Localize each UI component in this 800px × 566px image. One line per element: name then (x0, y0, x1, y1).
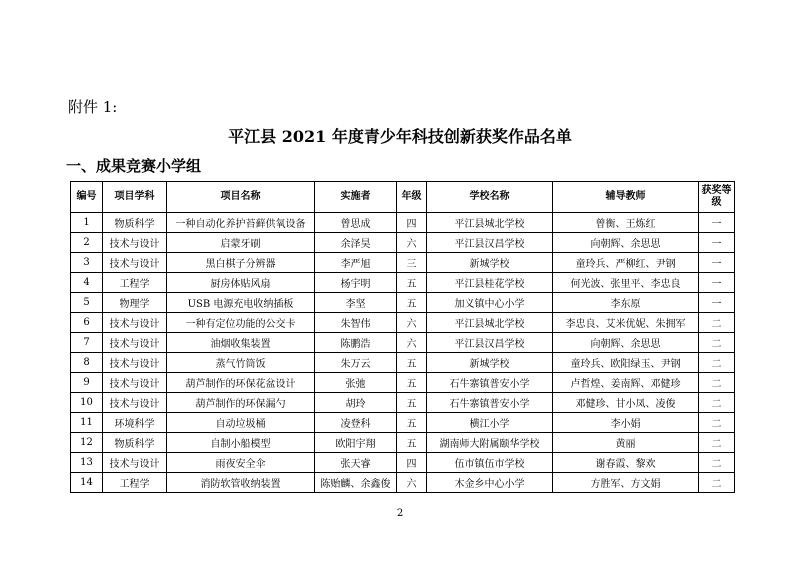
table-row (71, 473, 735, 493)
col-instructor: 童玲兵、严柳红、尹钢 (553, 253, 699, 273)
col-school: 平江县桂花学校 (427, 273, 553, 293)
col-instructor: 黄丽 (553, 433, 699, 453)
col-school: 湖南师大附属颐华学校 (427, 433, 553, 453)
col-school: 新城学校 (427, 353, 553, 373)
col-instructor: 李忠良、艾米优妮、朱拥军 (553, 313, 699, 333)
col-grade: 五 (397, 413, 427, 433)
col-implementer: 张弛 (315, 373, 397, 393)
col-project-name: 启蒙牙刷 (167, 233, 315, 253)
col-implementer: 李严旭 (315, 253, 397, 273)
col-number: 12 (71, 433, 103, 453)
col-school: 石牛寨镇普安小学 (427, 393, 553, 413)
table-row (71, 373, 735, 393)
section-heading: 一、成果竞赛小学组 (66, 157, 202, 175)
col-award-level: 一 (699, 253, 735, 273)
col-award-level: 一 (699, 233, 735, 253)
col-grade: 五 (397, 393, 427, 413)
col-project-name: USB 电源充电收纳插板 (167, 293, 315, 313)
col-grade: 四 (397, 453, 427, 473)
col-subject: 技术与设计 (103, 313, 167, 333)
col-instructor: 向朝辉、余思思 (553, 233, 699, 253)
col-number: 7 (71, 333, 103, 353)
col-implementer: 曾思成 (315, 213, 397, 233)
col-grade: 三 (397, 253, 427, 273)
attachment-label: 附件 1: (68, 98, 118, 116)
col-subject: 技术与设计 (103, 333, 167, 353)
col-number: 13 (71, 453, 103, 473)
col-project-name: 葫芦制作的环保花盆设计 (167, 373, 315, 393)
col-project-name: 厨房体贴风扇 (167, 273, 315, 293)
header-col-project-name: 项目名称 (167, 182, 315, 213)
table-row (71, 413, 735, 433)
col-implementer: 张天睿 (315, 453, 397, 473)
col-award-level: 二 (699, 313, 735, 333)
col-grade: 五 (397, 273, 427, 293)
table-row (71, 453, 735, 473)
col-instructor: 何光波、张里平、李忠良 (553, 273, 699, 293)
col-award-level: 二 (699, 453, 735, 473)
col-project-name: 自动垃圾桶 (167, 413, 315, 433)
col-subject: 技术与设计 (103, 373, 167, 393)
page-number: 2 (396, 508, 404, 519)
col-school: 平江县汉昌学校 (427, 233, 553, 253)
col-award-level: 一 (699, 273, 735, 293)
col-grade: 五 (397, 373, 427, 393)
col-grade: 六 (397, 233, 427, 253)
table-row (71, 353, 735, 373)
table-row (71, 233, 735, 253)
col-project-name: 雨夜安全伞 (167, 453, 315, 473)
header-col-school: 学校名称 (427, 182, 553, 213)
col-implementer: 朱智伟 (315, 313, 397, 333)
col-implementer: 胡玲 (315, 393, 397, 413)
col-award-level: 二 (699, 433, 735, 453)
header-col-implementer: 实施者 (315, 182, 397, 213)
col-award-level: 二 (699, 473, 735, 493)
col-grade: 四 (397, 213, 427, 233)
col-grade: 五 (397, 353, 427, 373)
col-instructor: 曾衡、王炼红 (553, 213, 699, 233)
col-number: 6 (71, 313, 103, 333)
col-implementer: 欧阳宇翔 (315, 433, 397, 453)
col-implementer: 凌登科 (315, 413, 397, 433)
col-number: 8 (71, 353, 103, 373)
col-instructor: 邓健珍、甘小凤、凌俊 (553, 393, 699, 413)
col-subject: 工程学 (103, 473, 167, 493)
col-school: 新城学校 (427, 253, 553, 273)
col-school: 平江县城北学校 (427, 313, 553, 333)
col-school: 加义镇中心小学 (427, 293, 553, 313)
col-grade: 六 (397, 333, 427, 353)
col-subject: 工程学 (103, 273, 167, 293)
col-subject: 物质科学 (103, 213, 167, 233)
col-subject: 环境科学 (103, 413, 167, 433)
col-implementer: 杨宇明 (315, 273, 397, 293)
col-number: 1 (71, 213, 103, 233)
col-project-name: 一种自动化养护苔藓供氧设备 (167, 213, 315, 233)
col-subject: 技术与设计 (103, 453, 167, 473)
col-subject: 物质科学 (103, 433, 167, 453)
col-grade: 五 (397, 433, 427, 453)
col-number: 14 (71, 473, 103, 493)
header-col-subject: 项目学科 (103, 182, 167, 213)
col-grade: 六 (397, 313, 427, 333)
table-row (71, 253, 735, 273)
col-instructor: 李小娟 (553, 413, 699, 433)
col-school: 横江小学 (427, 413, 553, 433)
col-number: 9 (71, 373, 103, 393)
table-header-row (71, 182, 735, 213)
col-number: 4 (71, 273, 103, 293)
col-award-level: 一 (699, 213, 735, 233)
col-project-name: 蒸气竹筒饭 (167, 353, 315, 373)
col-project-name: 葫芦制作的环保漏勺 (167, 393, 315, 413)
col-instructor: 谢春霞、黎欢 (553, 453, 699, 473)
col-school: 木金乡中心小学 (427, 473, 553, 493)
col-award-level: 二 (699, 393, 735, 413)
col-school: 平江县汉昌学校 (427, 333, 553, 353)
col-subject: 技术与设计 (103, 233, 167, 253)
col-subject: 技术与设计 (103, 393, 167, 413)
table-row (71, 273, 735, 293)
award-table (70, 181, 735, 493)
col-number: 10 (71, 393, 103, 413)
table-row (71, 333, 735, 353)
col-number: 11 (71, 413, 103, 433)
col-project-name: 一种有定位功能的公交卡 (167, 313, 315, 333)
header-col-grade: 年级 (397, 182, 427, 213)
col-grade: 六 (397, 473, 427, 493)
col-implementer: 李坚 (315, 293, 397, 313)
col-implementer: 朱万云 (315, 353, 397, 373)
col-project-name: 消防软管收纳装置 (167, 473, 315, 493)
col-subject: 技术与设计 (103, 253, 167, 273)
col-implementer: 陈贻麟、余鑫俊 (315, 473, 397, 493)
col-number: 3 (71, 253, 103, 273)
col-implementer: 余泽昊 (315, 233, 397, 253)
header-col-award-level: 获奖等级 (699, 182, 735, 213)
col-school: 石牛寨镇普安小学 (427, 373, 553, 393)
table-row (71, 313, 735, 333)
col-subject: 技术与设计 (103, 353, 167, 373)
col-project-name: 油烟收集装置 (167, 333, 315, 353)
table-body (71, 213, 735, 493)
table-row (71, 293, 735, 313)
col-award-level: 二 (699, 373, 735, 393)
document-title: 平江县 2021 年度青少年科技创新获奖作品名单 (228, 127, 572, 146)
table-row (71, 433, 735, 453)
col-school: 平江县城北学校 (427, 213, 553, 233)
col-subject: 物理学 (103, 293, 167, 313)
col-project-name: 自制小船模型 (167, 433, 315, 453)
col-instructor: 童玲兵、欧阳绿玉、尹钢 (553, 353, 699, 373)
table-row (71, 393, 735, 413)
col-number: 2 (71, 233, 103, 253)
col-school: 伍市镇伍市学校 (427, 453, 553, 473)
col-award-level: 二 (699, 333, 735, 353)
col-award-level: 一 (699, 293, 735, 313)
col-implementer: 陈鹏浩 (315, 333, 397, 353)
col-award-level: 二 (699, 353, 735, 373)
header-col-number: 编号 (71, 182, 103, 213)
col-instructor: 向朝辉、余思思 (553, 333, 699, 353)
col-instructor: 方胜军、方文娟 (553, 473, 699, 493)
col-instructor: 李东原 (553, 293, 699, 313)
table-row (71, 213, 735, 233)
col-instructor: 卢哲煌、姜南辉、邓健珍 (553, 373, 699, 393)
col-award-level: 二 (699, 413, 735, 433)
col-project-name: 黑白棋子分辨器 (167, 253, 315, 273)
col-grade: 五 (397, 293, 427, 313)
col-number: 5 (71, 293, 103, 313)
header-col-instructor: 辅导教师 (553, 182, 699, 213)
